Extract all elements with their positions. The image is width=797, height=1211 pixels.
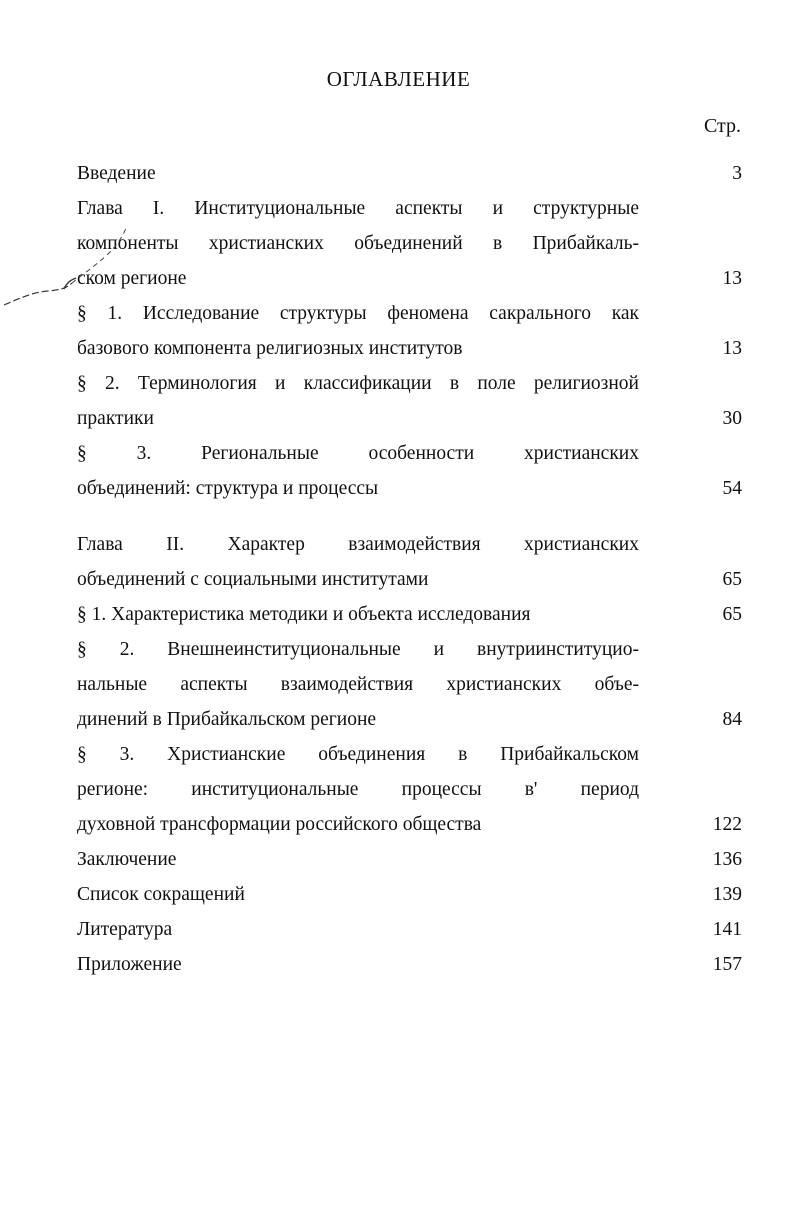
toc-page-number: 3: [732, 163, 742, 184]
toc-page-number: 141: [712, 919, 742, 940]
toc-page-number: 54: [722, 478, 742, 499]
toc-entry-text: базового компонента религиозных институтов: [77, 338, 463, 359]
toc-entry-ch1-sec2[interactable]: [77, 366, 742, 436]
toc-entry-conclusion[interactable]: [77, 842, 742, 877]
toc-entry-text: регионе: институциональные процессы в' период: [77, 779, 639, 800]
toc-page-number: 136: [712, 849, 742, 870]
page-title: ОГЛАВЛЕНИЕ: [326, 67, 471, 91]
toc-entry-text: Глава II. Характер взаимодействия христианских: [77, 534, 639, 555]
toc-entry-text: Приложение: [77, 954, 182, 975]
section-gap: [77, 506, 742, 527]
toc-entry-text: § 2. Внешнеинституциональные и внутриинституцио-: [77, 639, 639, 660]
toc-entry-text: динений в Прибайкальском регионе: [77, 709, 377, 730]
toc-entry-introduction[interactable]: [77, 156, 742, 191]
toc-page-number: 13: [722, 268, 742, 289]
toc-entry-text: компоненты христианских объединений в Прибайкаль-: [77, 233, 639, 254]
toc-entry-text: объединений: структура и процессы: [77, 478, 379, 499]
toc-entry-text: нальные аспекты взаимодействия христианских объе-: [77, 674, 639, 695]
toc-entry-text: Список сокращений: [77, 884, 245, 905]
toc-page-number: 65: [722, 604, 742, 625]
toc-entry-text: духовной трансформации российского общества: [77, 814, 482, 835]
pen-stroke: [4, 283, 72, 305]
toc-entry-ch1-sec3[interactable]: [77, 436, 742, 506]
page-column-header: Стр.: [703, 115, 741, 137]
toc-entry-text: Глава I. Институциональные аспекты и структурные: [77, 198, 639, 219]
toc-page-number: 84: [722, 709, 742, 730]
toc-entry-text: § 3. Христианские объединения в Прибайкальском: [77, 744, 639, 765]
toc-entry-ch1-sec1[interactable]: [77, 296, 742, 366]
toc-entry-ch2-sec3[interactable]: [77, 737, 742, 842]
toc-entry-text: объединений с социальными институтами: [77, 569, 429, 590]
toc-page-number: 157: [712, 954, 742, 975]
toc-page-number: 65: [722, 569, 742, 590]
toc-entry-chapter-2[interactable]: [77, 527, 742, 597]
toc-entry-abbreviations[interactable]: [77, 877, 742, 912]
toc-entry-text: § 3. Региональные особенности христианских: [77, 443, 639, 464]
toc-entry-text: § 1. Характеристика методики и объекта исследования: [77, 604, 531, 625]
toc-entry-text: Заключение: [77, 849, 177, 870]
toc-entry-text: § 1. Исследование структуры феномена сакрального как: [77, 303, 639, 324]
toc-page-number: 139: [712, 884, 742, 905]
toc-entry-text: Литература: [77, 919, 173, 940]
toc-entry-literature[interactable]: [77, 912, 742, 947]
toc-entry-chapter-1[interactable]: [77, 191, 742, 296]
toc-entry-text: практики: [77, 408, 154, 429]
toc-page-number: 13: [722, 338, 742, 359]
table-of-contents: [77, 156, 742, 982]
toc-entry-ch2-sec2[interactable]: [77, 632, 742, 737]
pen-stroke: [64, 278, 76, 289]
toc-page-number: 122: [712, 814, 742, 835]
toc-entry-text: Введение: [77, 163, 156, 184]
toc-entry-text: § 2. Терминология и классификации в поле религиозной: [77, 373, 639, 394]
toc-entry-ch2-sec1[interactable]: [77, 597, 742, 632]
toc-entry-appendix[interactable]: [77, 947, 742, 982]
toc-page-number: 30: [722, 408, 742, 429]
toc-entry-text: ском регионе: [77, 268, 187, 289]
